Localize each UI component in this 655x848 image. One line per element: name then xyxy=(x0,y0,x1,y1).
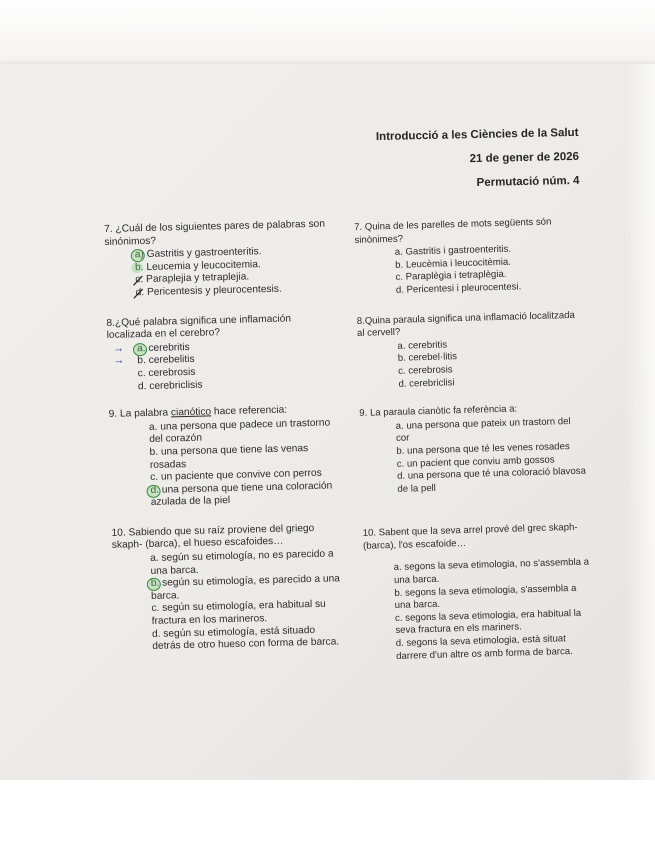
option-text: c. cerebrosis xyxy=(137,366,196,380)
question-stem: 10. Sabent que la seva arrel prové del grec skaph- (barca), l'os escafoide… xyxy=(362,522,578,552)
option-text: c. un pacient que conviu amb gossos xyxy=(396,453,555,470)
option-text: c. segons la seva etimologia, era habitual la seva fractura en els mariners. xyxy=(394,607,582,637)
option-text: b. una persona que té les venes rosades xyxy=(396,440,570,457)
answer-circle-mark xyxy=(146,484,160,497)
stem-part: 9. La palabra xyxy=(108,407,172,421)
option-text: b. según su etimología, es parecido a una barca. xyxy=(150,573,341,602)
option-text: a. Gastritis i gastroenteritis. xyxy=(394,243,512,259)
background-bottom xyxy=(0,780,655,848)
option-text: c. Paraplègia i tetraplègia. xyxy=(395,269,507,284)
option-text: c. cerebrosis xyxy=(398,364,453,377)
answer-circle-mark xyxy=(131,249,145,262)
option-text: b. segons la seva etimologia, s'assembla a una barca. xyxy=(394,582,577,612)
question-stem: 8.¿Qué palabra significa une inflamación localizada en el cerebro? xyxy=(106,313,292,342)
option-text: b. una persona que tiene las venas rosadas xyxy=(149,442,309,471)
options-list xyxy=(360,415,588,497)
question-stem: 7. ¿Cuál de los siguientes pares de palabras son sinónimos? xyxy=(104,218,326,248)
catalan-column xyxy=(354,216,592,664)
option-text: d. una persona que tiene una coloración azulada de la piel xyxy=(150,480,333,509)
option-d[interactable] xyxy=(152,624,343,654)
exam-header xyxy=(278,121,579,199)
options-list xyxy=(357,335,584,392)
question-10-es xyxy=(111,522,342,654)
exam-date: 21 de gener de 2026 xyxy=(469,150,580,166)
option-text: a. según su etimología, no es parecido a una barca. xyxy=(150,548,334,577)
spanish-column xyxy=(104,218,342,654)
options-list xyxy=(364,557,593,664)
option-text: d. cerebriclisi xyxy=(398,376,455,390)
option-text: b. Leucemia y leucocitemia. xyxy=(134,258,261,274)
options-list xyxy=(109,417,339,511)
stem-part: hace referencia: xyxy=(211,404,288,418)
question-10-ca xyxy=(363,522,593,664)
options-list xyxy=(107,338,336,394)
option-text: d. segons la seva etimologia, està situat darrere d'un altre os amb forma de barca. xyxy=(395,633,573,662)
option-text: d. cerebriclisis xyxy=(137,379,203,392)
question-9-ca xyxy=(359,402,587,497)
option-text: a. cerebritis xyxy=(397,339,448,352)
sheet-glare xyxy=(625,64,655,782)
question-stem: 10. Sabiendo que su raíz proviene del griego skaph- (barca), el hueso escafoides… xyxy=(111,522,315,552)
strikethrough-mark-icon xyxy=(132,275,143,286)
question-7-ca xyxy=(354,216,582,299)
question-8-es xyxy=(106,312,336,394)
option-text: d. Pericentesis y pleurocentesis. xyxy=(135,283,282,299)
options-list xyxy=(112,548,342,654)
option-text: c. un paciente que convive con perros xyxy=(150,467,322,484)
option-text: a. segons la seva etimologia, no s'assembla a una barca. xyxy=(393,557,590,587)
course-title: Introducció a les Ciències de la Salut xyxy=(375,126,579,144)
arrow-mark-icon: → xyxy=(112,342,125,355)
option-text: a. cerebritis xyxy=(136,341,190,354)
option-text: a) Gastritis y gastroenteritis. xyxy=(134,246,262,261)
arrow-mark-icon: → xyxy=(113,354,125,368)
underlined-term: cianótico xyxy=(170,406,212,419)
option-text: a. una persona que padece un trastorno del corazón xyxy=(148,417,331,446)
option-text: a. una persona que pateix un trastorn del cor xyxy=(395,415,571,445)
question-8-ca xyxy=(357,309,585,392)
option-text: d. una persona que té una coloració blavosa de la pell xyxy=(396,465,587,495)
question-9-es xyxy=(109,403,339,510)
option-text: c. según su etimología, era habitual su fractura en los marineros. xyxy=(151,599,326,627)
option-d[interactable] xyxy=(397,466,588,496)
background-top xyxy=(0,0,655,66)
option-text: d. según su etimología, está situado detrás de otro hueso con forma de barca. xyxy=(151,624,340,653)
strikethrough-mark-icon xyxy=(133,288,144,299)
option-d[interactable] xyxy=(150,480,339,510)
permutation-number: Permutació núm. 4 xyxy=(476,174,580,190)
option-text: c. Paraplejia y tetraplejia. xyxy=(135,271,250,286)
question-stem: 8.Quina paraula significa una inflamació localitzada al cervell? xyxy=(356,309,575,340)
option-text: b. cerebelitis xyxy=(137,354,195,367)
option-text: b. Leucèmia i leucocitèmia. xyxy=(395,256,512,271)
question-stem: 9. La paraula cianòtic fa referència a: xyxy=(359,403,518,420)
question-7-es xyxy=(104,218,334,300)
highlight-mark xyxy=(131,262,143,273)
question-stem: 7. Quina de les parelles de mots següents són sinònimes? xyxy=(354,216,552,246)
options-list xyxy=(105,245,334,301)
answer-circle-mark xyxy=(147,578,161,591)
options-list xyxy=(355,242,582,299)
answer-circle-mark xyxy=(133,343,147,356)
option-text: b. cerebel·litis xyxy=(397,351,458,365)
option-text: d. Pericentesi i pleurocentesi. xyxy=(395,281,522,296)
